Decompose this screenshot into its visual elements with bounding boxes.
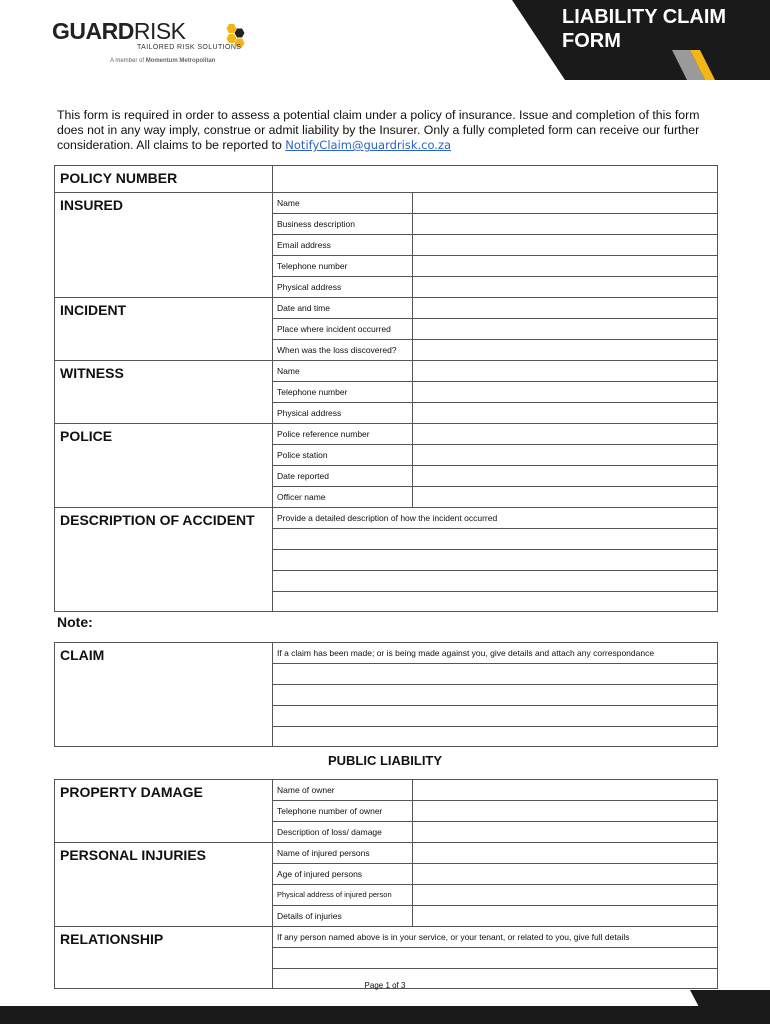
injured-address-label: Physical address of injured person bbox=[273, 885, 413, 906]
incident-place-label: Place where incident occurred bbox=[273, 319, 413, 340]
witness-name-label: Name bbox=[273, 361, 413, 382]
loss-description-label: Description of loss/ damage bbox=[273, 822, 413, 843]
injured-names-label: Name of injured persons bbox=[273, 843, 413, 864]
police-reference-label: Police reference number bbox=[273, 424, 413, 445]
police-date-label: Date reported bbox=[273, 466, 413, 487]
incident-datetime-label: Date and time bbox=[273, 298, 413, 319]
policy-number-row bbox=[55, 166, 718, 193]
injured-age-field[interactable] bbox=[413, 864, 718, 885]
police-station-field[interactable] bbox=[413, 445, 718, 466]
description-prompt: Provide a detailed description of how the incident occurred bbox=[273, 508, 718, 529]
witness-address-label: Physical address bbox=[273, 403, 413, 424]
incident-place-field[interactable] bbox=[413, 319, 718, 340]
injury-details-field[interactable] bbox=[413, 906, 718, 927]
insured-telephone-field[interactable] bbox=[413, 256, 718, 277]
description-section-title: DESCRIPTION OF ACCIDENT bbox=[55, 508, 273, 612]
incident-datetime-field[interactable] bbox=[413, 298, 718, 319]
insured-address-label: Physical address bbox=[273, 277, 413, 298]
insured-address-field[interactable] bbox=[413, 277, 718, 298]
insured-telephone-label: Telephone number bbox=[273, 256, 413, 277]
owner-telephone-label: Telephone number of owner bbox=[273, 801, 413, 822]
owner-name-field[interactable] bbox=[413, 780, 718, 801]
injured-names-field[interactable] bbox=[413, 843, 718, 864]
witness-section-title: WITNESS bbox=[55, 361, 273, 424]
police-officer-label: Officer name bbox=[273, 487, 413, 508]
police-officer-field[interactable] bbox=[413, 487, 718, 508]
description-line[interactable] bbox=[273, 571, 718, 592]
logo-member-text: A member of Momentum Metropolitan bbox=[110, 58, 216, 64]
police-date-field[interactable] bbox=[413, 466, 718, 487]
property-damage-title: PROPERTY DAMAGE bbox=[55, 780, 273, 843]
claim-line[interactable] bbox=[273, 727, 718, 747]
guardrisk-logo bbox=[52, 18, 242, 64]
intro-paragraph: This form is required in order to assess a potential claim under a policy of insurance. Issue and completion of this form does not in any way imply, construe or admit liability by the Insurer. Only a fully completed form can receive our further consideration. All claims to be reported to NotifyClaim@guardrisk.co.za bbox=[57, 108, 700, 152]
claim-line[interactable] bbox=[273, 706, 718, 727]
insured-business-label: Business description bbox=[273, 214, 413, 235]
injury-details-label: Details of injuries bbox=[273, 906, 413, 927]
page-number: Page 1 of 3 bbox=[364, 981, 406, 990]
insured-name-field[interactable] bbox=[413, 193, 718, 214]
owner-name-label: Name of owner bbox=[273, 780, 413, 801]
witness-name-field[interactable] bbox=[413, 361, 718, 382]
public-liability-table bbox=[54, 779, 718, 989]
footer-bar bbox=[0, 1006, 770, 1024]
incident-discovered-field[interactable] bbox=[413, 340, 718, 361]
insured-section-title: INSURED bbox=[55, 193, 273, 298]
police-reference-field[interactable] bbox=[413, 424, 718, 445]
logo-tagline: TAILORED RISK SOLUTIONS bbox=[137, 44, 242, 51]
description-line[interactable] bbox=[273, 529, 718, 550]
personal-injuries-title: PERSONAL INJURIES bbox=[55, 843, 273, 927]
notify-claim-email-link[interactable]: NotifyClaim@guardrisk.co.za bbox=[285, 138, 452, 152]
description-line[interactable] bbox=[273, 592, 718, 612]
incident-section-title: INCIDENT bbox=[55, 298, 273, 361]
injured-age-label: Age of injured persons bbox=[273, 864, 413, 885]
relationship-line[interactable] bbox=[273, 948, 718, 969]
loss-description-field[interactable] bbox=[413, 822, 718, 843]
injured-address-field[interactable] bbox=[413, 885, 718, 906]
insured-email-label: Email address bbox=[273, 235, 413, 256]
owner-telephone-field[interactable] bbox=[413, 801, 718, 822]
form-title: LIABILITY CLAIM FORM bbox=[562, 6, 727, 52]
incident-discovered-label: When was the loss discovered? bbox=[273, 340, 413, 361]
witness-telephone-label: Telephone number bbox=[273, 382, 413, 403]
policy-number-label: POLICY NUMBER bbox=[55, 166, 273, 193]
logo-wordmark: GUARDRISK bbox=[52, 18, 186, 44]
note-label: Note: bbox=[57, 614, 93, 630]
police-section-title: POLICE bbox=[55, 424, 273, 508]
relationship-title: RELATIONSHIP bbox=[55, 927, 273, 989]
claim-line[interactable] bbox=[273, 664, 718, 685]
policy-number-field[interactable] bbox=[273, 166, 718, 193]
claim-section-title: CLAIM bbox=[55, 643, 273, 747]
insured-email-field[interactable] bbox=[413, 235, 718, 256]
insured-business-field[interactable] bbox=[413, 214, 718, 235]
witness-address-field[interactable] bbox=[413, 403, 718, 424]
footer-banner bbox=[0, 990, 770, 1024]
witness-telephone-field[interactable] bbox=[413, 382, 718, 403]
public-liability-heading: PUBLIC LIABILITY bbox=[327, 753, 443, 768]
police-station-label: Police station bbox=[273, 445, 413, 466]
insured-name-label: Name bbox=[273, 193, 413, 214]
description-line[interactable] bbox=[273, 550, 718, 571]
claim-prompt: If a claim has been made; or is being made against you, give details and attach any correspondance bbox=[273, 643, 718, 664]
claim-form-table bbox=[54, 165, 718, 612]
relationship-prompt: If any person named above is in your service, or your tenant, or related to you, give full details bbox=[273, 927, 718, 948]
claim-table bbox=[54, 642, 718, 747]
claim-line[interactable] bbox=[273, 685, 718, 706]
